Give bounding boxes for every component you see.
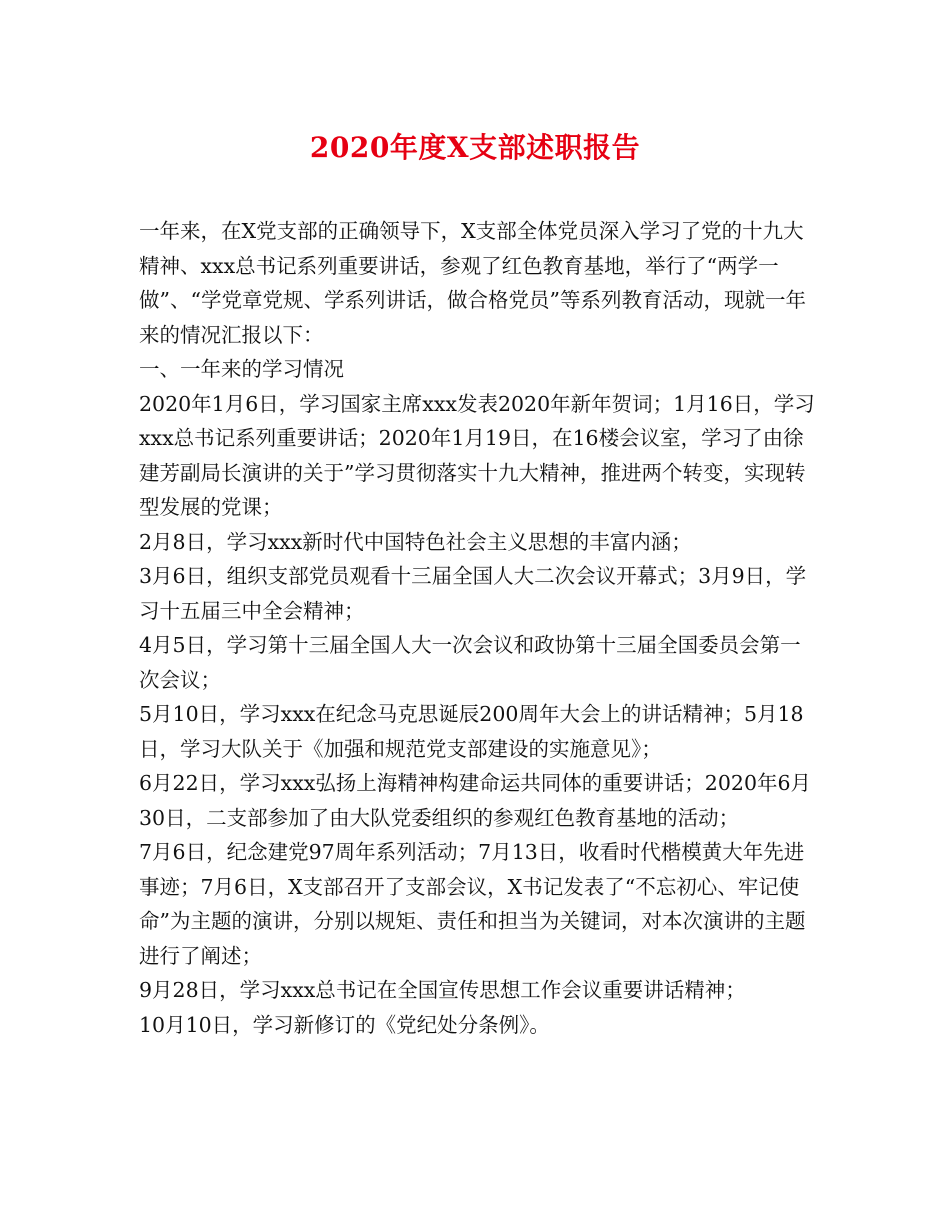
document-body <box>139 214 819 1042</box>
paragraph-january: 2020年1月6日，学习国家主席xxx发表2020年新年贺词；1月16日，学习xxx总书记系列重要讲话；2020年1月19日，在16楼会议室，学习了由徐建芳副局长演讲的关于”学习贯彻落实十九大精神，推进两个转变，实现转型发展的党课； <box>139 391 815 519</box>
paragraph-february: 2月8日，学习xxx新时代中国特色社会主义思想的丰富内涵； <box>139 529 692 554</box>
document-title: 2020年度X支部述职报告 <box>309 131 641 164</box>
paragraph-october: 10月10日，学习新修订的《党纪处分条例》。 <box>139 1012 550 1037</box>
paragraph-intro: 一年来，在X党支部的正确领导下，X支部全体党员深入学习了党的十九大精神、xxx总书记系列重要讲话，参观了红色教育基地，举行了“两学一做”、“学党章党规、学系列讲话，做合格党员”等系列教育活动，现就一年来的情况汇报以下： <box>139 219 806 347</box>
paragraph-september: 9月28日，学习xxx总书记在全国宣传思想工作会议重要讲话精神； <box>139 978 746 1002</box>
paragraph-july: 7月6日，纪念建党97周年系列活动；7月13日，收看时代楷模黄大年先进事迹；7月6日，X支部召开了支部会议，X书记发表了“不忘初心、牢记使命”为主题的演讲，分别以规矩、责任和担当为关键词，对本次演讲的主题进行了阐述； <box>139 840 806 968</box>
paragraph-march: 3月6日，组织支部党员观看十三届全国人大二次会议开幕式；3月9日，学习十五届三中全会精神； <box>139 564 807 623</box>
section-heading: 一、一年来的学习情况 <box>139 357 344 381</box>
paragraph-may: 5月10日，学习xxx在纪念马克思诞辰200周年大会上的讲话精神；5月18日，学习大队关于《加强和规范党支部建设的实施意见》； <box>139 702 804 761</box>
paragraph-april: 4月5日，学习第十三届全国人大一次会议和政协第十三届全国委员会第一次会议； <box>139 633 801 692</box>
paragraph-june: 6月22日，学习xxx弘扬上海精神构建命运共同体的重要讲话；2020年6月30日，二支部参加了由大队党委组织的参观红色教育基地的活动； <box>139 771 812 830</box>
